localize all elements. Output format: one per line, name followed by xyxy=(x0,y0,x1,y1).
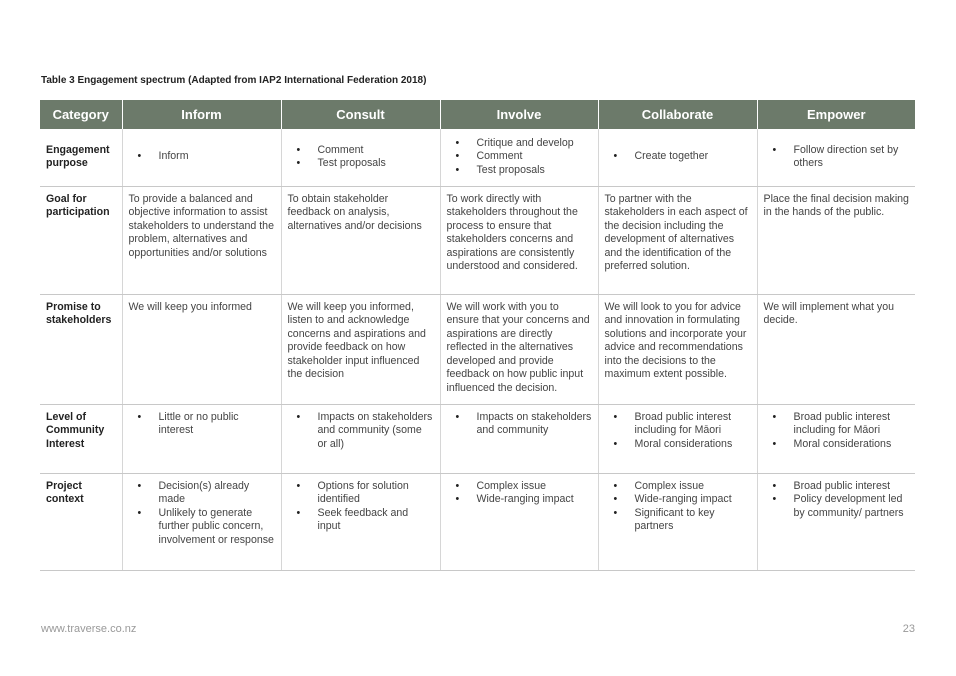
bullet-item: • Unlikely to generate further public concern, involvement or response xyxy=(159,507,275,548)
bullet-item: • Significant to key partners xyxy=(635,507,751,534)
table-cell xyxy=(598,129,757,186)
bullet-item: • Complex issue xyxy=(635,480,751,494)
header-empower: Empower xyxy=(757,100,915,129)
bullet-item: • Complex issue xyxy=(477,480,592,494)
table-row xyxy=(40,404,915,473)
bullet-item: • Test proposals xyxy=(318,157,434,171)
table-cell: We will keep you informed xyxy=(122,294,281,404)
bullet-item: • Wide-ranging impact xyxy=(635,493,751,507)
page-number: 23 xyxy=(902,623,915,635)
header-inform: Inform xyxy=(122,100,281,129)
table-cell xyxy=(757,473,915,570)
header-consult: Consult xyxy=(281,100,440,129)
bullet-item: • Broad public interest xyxy=(794,480,910,494)
bullet-item: • Test proposals xyxy=(477,164,592,178)
header-collaborate: Collaborate xyxy=(598,100,757,129)
bullet-item: • Critique and develop xyxy=(477,137,592,151)
table-cell: To work directly with stakeholders throughout the process to ensure that stakeholders concerns and aspirations are consistently understood and considered. xyxy=(440,186,598,294)
bullet-item: • Decision(s) already made xyxy=(159,480,275,507)
table-caption: Table 3 Engagement spectrum (Adapted from IAP2 International Federation 2018) xyxy=(41,75,427,86)
table-cell: To obtain stakeholder feedback on analysis, alternatives and/or decisions xyxy=(281,186,440,294)
footer-website-link[interactable]: www.traverse.co.nz xyxy=(41,623,137,635)
table-cell xyxy=(281,404,440,473)
bullet-item: • Broad public interest including for Māori xyxy=(794,411,910,438)
row-category: Promise to stakeholders xyxy=(40,294,122,404)
table-row xyxy=(40,186,915,294)
bullet-item: • Moral considerations xyxy=(794,438,910,452)
table-cell xyxy=(598,473,757,570)
table-cell: We will keep you informed, listen to and acknowledge concerns and aspirations and provide feedback on how stakeholder input influenced the decision xyxy=(281,294,440,404)
table-header-row xyxy=(40,100,915,129)
header-category: Category xyxy=(40,100,122,129)
header-involve: Involve xyxy=(440,100,598,129)
bullet-item: • Broad public interest including for Māori xyxy=(635,411,751,438)
bullet-item: • Comment xyxy=(477,150,592,164)
table-cell: We will look to you for advice and innovation in formulating solutions and incorporate your advice and recommendations into the decisions to the maximum extent possible. xyxy=(598,294,757,404)
row-category: Level of Community Interest xyxy=(40,404,122,473)
bullet-item: • Wide-ranging impact xyxy=(477,493,592,507)
table-cell xyxy=(598,404,757,473)
table-cell: Place the final decision making in the hands of the public. xyxy=(757,186,915,294)
table-cell xyxy=(281,129,440,186)
bullet-item: • Comment xyxy=(318,144,434,158)
table-cell xyxy=(757,404,915,473)
bullet-item: • Policy development led by community/ partners xyxy=(794,493,910,520)
table-cell xyxy=(440,404,598,473)
table-row xyxy=(40,473,915,570)
row-category: Goal for participation xyxy=(40,186,122,294)
row-category: Engagement purpose xyxy=(40,129,122,186)
bullet-item: • Create together xyxy=(635,150,751,164)
table-cell xyxy=(122,129,281,186)
table-cell: To partner with the stakeholders in each aspect of the decision including the development of alternatives and the identification of the preferred solution. xyxy=(598,186,757,294)
bullet-item: • Moral considerations xyxy=(635,438,751,452)
table-cell xyxy=(440,129,598,186)
bullet-item: • Options for solution identified xyxy=(318,480,434,507)
table-cell: We will work with you to ensure that your concerns and aspirations are directly reflected in the alternatives developed and provide feedback on how public input influenced the decision. xyxy=(440,294,598,404)
table-cell xyxy=(440,473,598,570)
table-cell xyxy=(281,473,440,570)
table-row xyxy=(40,294,915,404)
table-cell xyxy=(122,473,281,570)
bullet-item: • Inform xyxy=(159,150,275,164)
table-cell xyxy=(757,129,915,186)
table-cell xyxy=(122,404,281,473)
bullet-item: • Little or no public interest xyxy=(159,411,275,438)
table-cell: We will implement what you decide. xyxy=(757,294,915,404)
row-category: Project context xyxy=(40,473,122,570)
bullet-item: • Seek feedback and input xyxy=(318,507,434,534)
bullet-item: • Impacts on stakeholders and community (some or all) xyxy=(318,411,434,452)
engagement-spectrum-table xyxy=(40,100,915,571)
table-row xyxy=(40,129,915,186)
table-cell: To provide a balanced and objective information to assist stakeholders to understand the problem, alternatives and opportunities and/or solutions xyxy=(122,186,281,294)
bullet-item: • Impacts on stakeholders and community xyxy=(477,411,592,438)
bullet-item: • Follow direction set by others xyxy=(794,144,910,171)
